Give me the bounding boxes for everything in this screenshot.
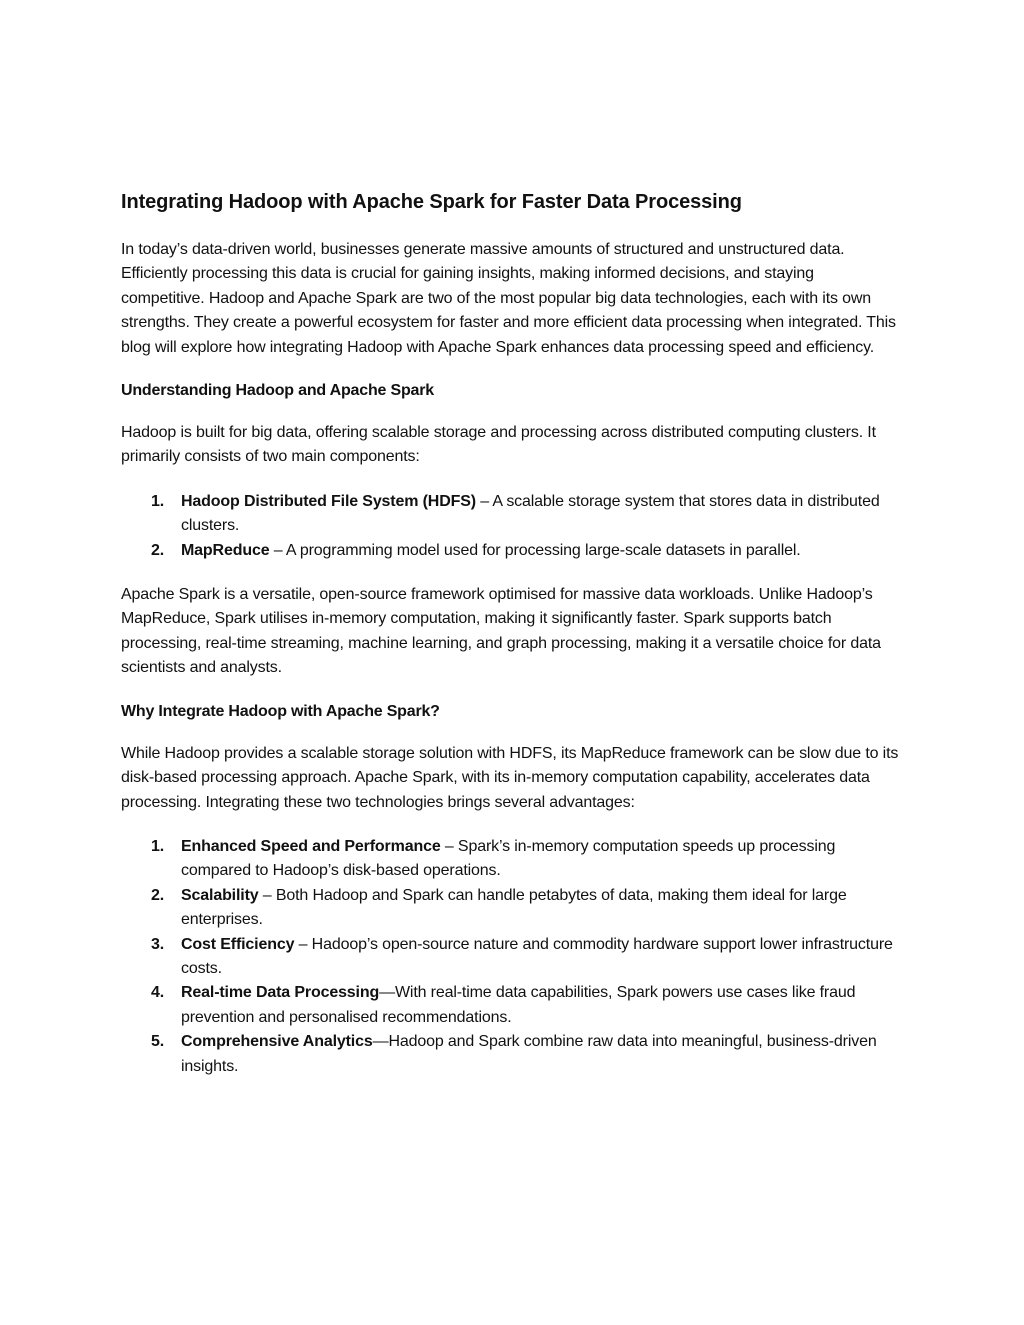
list-item-text: – A programming model used for processing large-scale datasets in parallel. [269,541,801,559]
intro-paragraph: In today’s data-driven world, businesses generate massive amounts of structured and unstructured data. Efficiently processing this data is crucial for gaining insights, making informed decisions, and staying competitive. Hadoop and Apache Spark are two of the most popular big data technologies, each with its own strengths. They create a powerful ecosystem for faster and more efficient data processing when integrated. This blog will explore how integrating Hadoop with Apache Spark enhances data processing speed and efficiency. [121,241,896,356]
list-item-text: – Spark’s in-memory computation speeds up processing compared to Hadoop’s disk-based operations. [181,837,836,880]
list-item-text: – A scalable storage system that stores data in distributed clusters. [181,492,880,535]
list-item-term: Cost Efficiency [181,935,295,953]
document-title: Integrating Hadoop with Apache Spark for Faster Data Processing [121,191,742,213]
list-item-text: – Both Hadoop and Spark can handle petabytes of data, making them ideal for large enterprises. [181,886,847,929]
hadoop-paragraph: Hadoop is built for big data, offering scalable storage and processing across distributed computing clusters. It primarily consists of two main components: [121,424,876,466]
list-item-text: – Hadoop’s open-source nature and commodity hardware support lower infrastructure costs. [181,935,893,977]
advantages-list [121,835,901,1079]
list-item-term: Real-time Data Processing [181,984,380,1002]
list-item-term: Scalability [181,886,259,904]
list-item: 2. MapReduce – A programming model used for processing large-scale datasets in parallel. [151,541,801,559]
list-item-term: Enhanced Speed and Performance [181,837,441,855]
spark-paragraph: Apache Spark is a versatile, open-source framework optimised for massive data workloads. Unlike Hadoop’s MapReduce, Spark utilises in-memory computation, making it significantly faster. Spark supports batch processing, real-time streaming, machine learning, and graph processing, making it a versatile choice for data scientists and analysts. [121,586,881,677]
document-page [121,188,901,1099]
list-item: 2. Scalability – Both Hadoop and Spark can handle petabytes of data, making them ideal for large enterprises. [151,886,847,929]
section-heading-why-integrate: Why Integrate Hadoop with Apache Spark? [121,702,440,720]
list-item: 4. Real-time Data Processing—With real-time data capabilities, Spark powers use cases like fraud prevention and personalised recommendations. [151,984,856,1026]
list-item: 3. Cost Efficiency – Hadoop’s open-source nature and commodity hardware support lower infrastructure costs. [151,935,893,977]
list-item-term: Comprehensive Analytics [181,1033,373,1051]
section-heading-understanding: Understanding Hadoop and Apache Spark [121,382,434,400]
list-item-text: —With real-time data capabilities, Spark powers use cases like fraud prevention and personalised recommendations. [181,984,856,1026]
list-item: 1. Hadoop Distributed File System (HDFS) – A scalable storage system that stores data in distributed clusters. [151,492,880,535]
list-item-term: MapReduce [181,541,270,559]
integration-paragraph: While Hadoop provides a scalable storage solution with HDFS, its MapReduce framework can be slow due to its disk-based processing approach. Apache Spark, with its in-memory computation capability, accelerates data processing. Integrating these two technologies brings several advantages: [121,744,899,811]
list-item-text: —Hadoop and Spark combine raw data into meaningful, business-driven insights. [181,1033,877,1075]
list-item: 1. Enhanced Speed and Performance – Spark’s in-memory computation speeds up processing compared to Hadoop’s disk-based operations. [151,837,836,880]
list-item: 5. Comprehensive Analytics—Hadoop and Spark combine raw data into meaningful, business-driven insights. [151,1033,877,1075]
list-item-term: Hadoop Distributed File System (HDFS) [181,492,476,510]
hadoop-components-list [121,490,901,563]
